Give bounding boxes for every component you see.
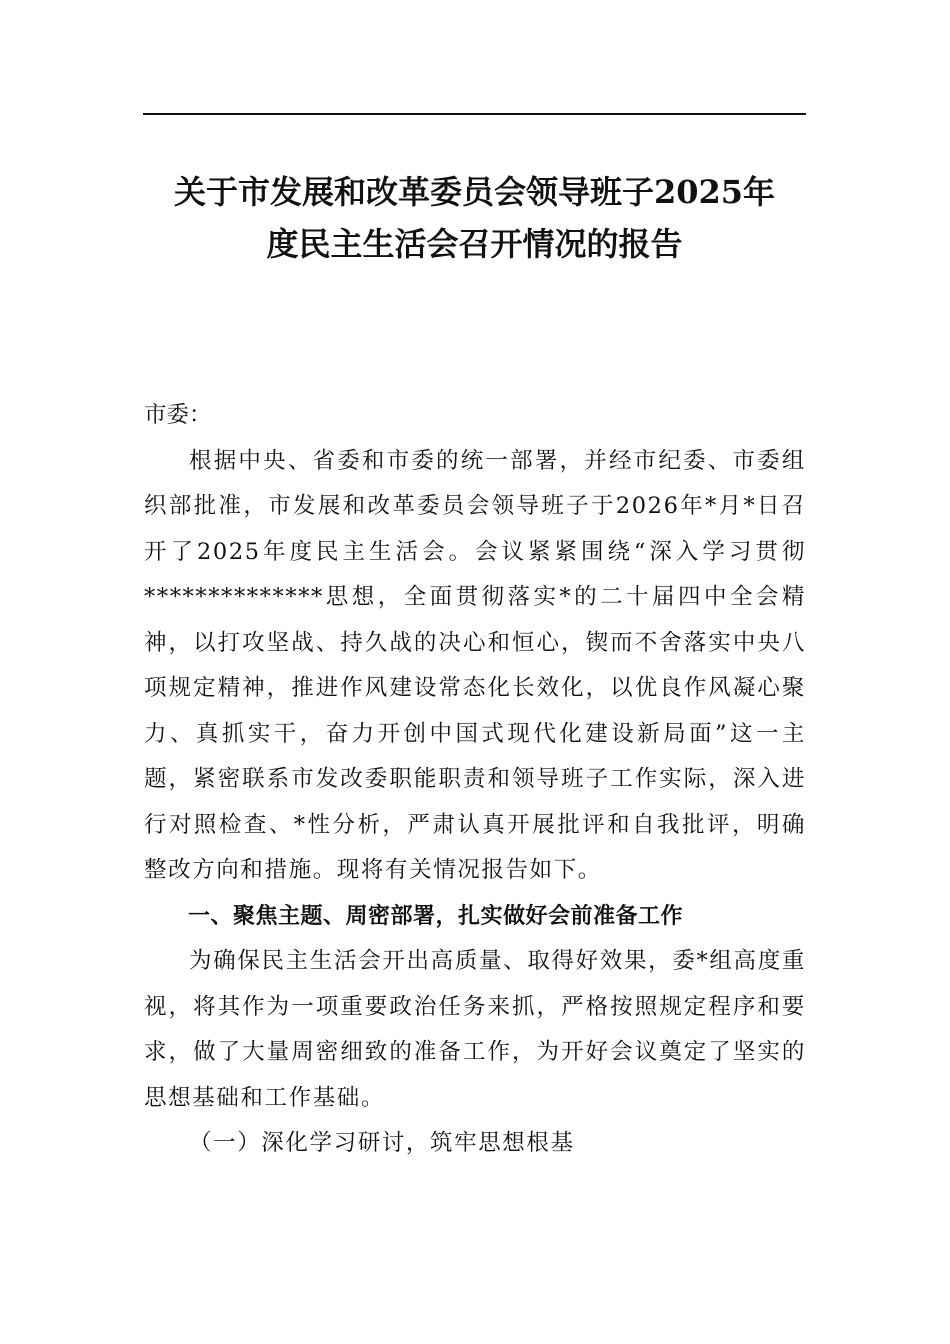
section-1-paragraph: 为确保民主生活会开出高质量、取得好效果，委*组高度重视，将其作为一项重要政治任务来抓，严格按照规定程序和要求，做了大量周密细致的准备工作，为开好会议奠定了坚实的思想基础和工作基础。 (144, 948, 806, 1111)
title-line-1: 关于市发展和改革委员会领导班子2025年 (173, 173, 776, 211)
title-line-2: 度民主生活会召开情况的报告 (266, 225, 683, 263)
subsection-heading-1: （一）深化学习研讨，筑牢思想根基 (189, 1130, 575, 1156)
salutation: 市委： (144, 402, 212, 428)
intro-paragraph: 根据中央、省委和市委的统一部署，并经市纪委、市委组织部批准，市发展和改革委员会领导班子于2026年*月*日召开了2025年度民主生活会。会议紧紧围绕“深入学习贯彻**************思想，全面贯彻落实*的二十届四中全会精神，以打攻坚战、持久战的决心和恒心，锲而不舍落实中央八项规定精神，推进作风建设常态化长效化，以优良作风凝心聚力、真抓实干，奋力开创中国式现代化建设新局面”这一主题，紧密联系市发改委职能职责和领导班子工作实际，深入进行对照检查、*性分析，严肃认真开展批评和自我批评，明确整改方向和措施。现将有关情况报告如下。 (144, 447, 806, 883)
header-rule (143, 113, 806, 115)
document-body (144, 393, 806, 1167)
section-heading-1: 一、聚焦主题、周密部署，扎实做好会前准备工作 (188, 903, 684, 929)
document-title (143, 166, 806, 270)
